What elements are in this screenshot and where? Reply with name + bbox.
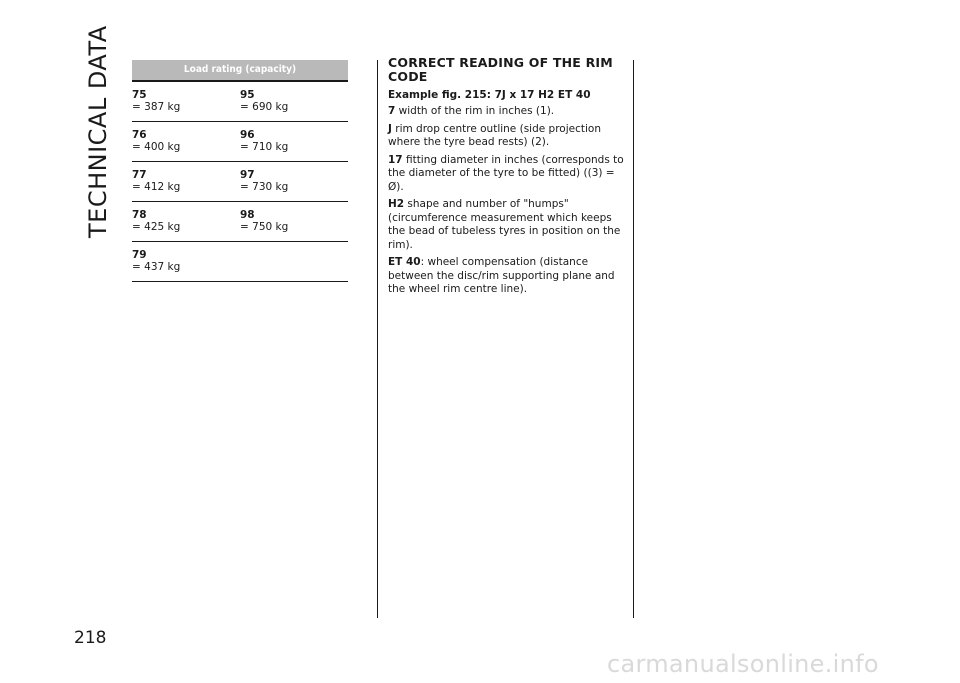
table-cell	[132, 89, 240, 112]
table-cell	[240, 209, 348, 232]
rim-code-item	[388, 154, 624, 195]
load-value: = 387 kg	[132, 101, 181, 113]
table-cell	[240, 249, 348, 272]
load-index: 79	[132, 249, 147, 261]
load-value: = 730 kg	[240, 181, 289, 193]
table-cell	[240, 169, 348, 192]
table-cell	[240, 129, 348, 152]
rim-code-description: shape and number of "humps" (circumference measurement which keeps the bead of tubeless tyres in position on the rim).	[388, 198, 621, 251]
load-value: = 710 kg	[240, 141, 289, 153]
table-cell	[132, 249, 240, 272]
load-index: 78	[132, 209, 147, 221]
table-row	[132, 242, 348, 282]
load-index: 96	[240, 129, 255, 141]
table-cell	[132, 129, 240, 152]
rim-code-key: ET 40	[388, 256, 421, 268]
watermark: carmanualsonline.info	[607, 650, 879, 678]
load-index: 98	[240, 209, 255, 221]
load-value: = 412 kg	[132, 181, 181, 193]
rim-code-description: width of the rim in inches (1).	[395, 105, 555, 117]
load-value: = 400 kg	[132, 141, 181, 153]
rim-code-item	[388, 123, 624, 150]
rim-code-key: 17	[388, 153, 403, 166]
table-cell	[132, 169, 240, 192]
column-divider-right	[633, 60, 634, 618]
load-index: 77	[132, 169, 147, 181]
rim-code-item	[388, 198, 624, 252]
rim-code-key: J	[388, 122, 392, 135]
load-index: 95	[240, 89, 255, 101]
column-divider-left	[377, 60, 378, 618]
section-side-title	[80, 25, 112, 238]
rim-code-key: H2	[388, 198, 405, 210]
load-index: 76	[132, 129, 147, 141]
rim-code-section	[388, 56, 624, 301]
load-value: = 690 kg	[240, 101, 289, 113]
load-value: = 750 kg	[240, 221, 289, 233]
rim-code-key: 7	[388, 105, 396, 117]
rim-code-description: rim drop centre outline (side projection where the tyre bead rests) (2).	[388, 122, 601, 148]
load-value: = 437 kg	[132, 261, 181, 273]
load-value: = 425 kg	[132, 221, 181, 233]
table-row	[132, 162, 348, 202]
load-rating-table-header: Load rating (capacity)	[132, 60, 348, 82]
rim-code-description: : wheel compensation (distance between the disc/rim supporting plane and the wheel rim centre line).	[388, 256, 615, 295]
section-heading: CORRECT READING OF THE RIM CODE	[388, 55, 613, 84]
table-cell	[240, 89, 348, 112]
section-side-title-text: TECHNICAL DATA	[84, 25, 112, 238]
rim-code-item	[388, 256, 624, 297]
load-index: 75	[132, 89, 147, 101]
load-index: 97	[240, 169, 255, 181]
table-cell	[132, 209, 240, 232]
page-number: 218	[74, 628, 107, 648]
load-rating-table	[132, 60, 348, 282]
table-row	[132, 202, 348, 242]
table-row	[132, 122, 348, 162]
table-row	[132, 82, 348, 122]
example-line: Example fig. 215: 7J x 17 H2 ET 40	[388, 89, 591, 101]
rim-code-item	[388, 105, 624, 119]
rim-code-description: fitting diameter in inches (corresponds to the diameter of the tyre to be fitted) ((3) = Ø).	[388, 153, 624, 193]
